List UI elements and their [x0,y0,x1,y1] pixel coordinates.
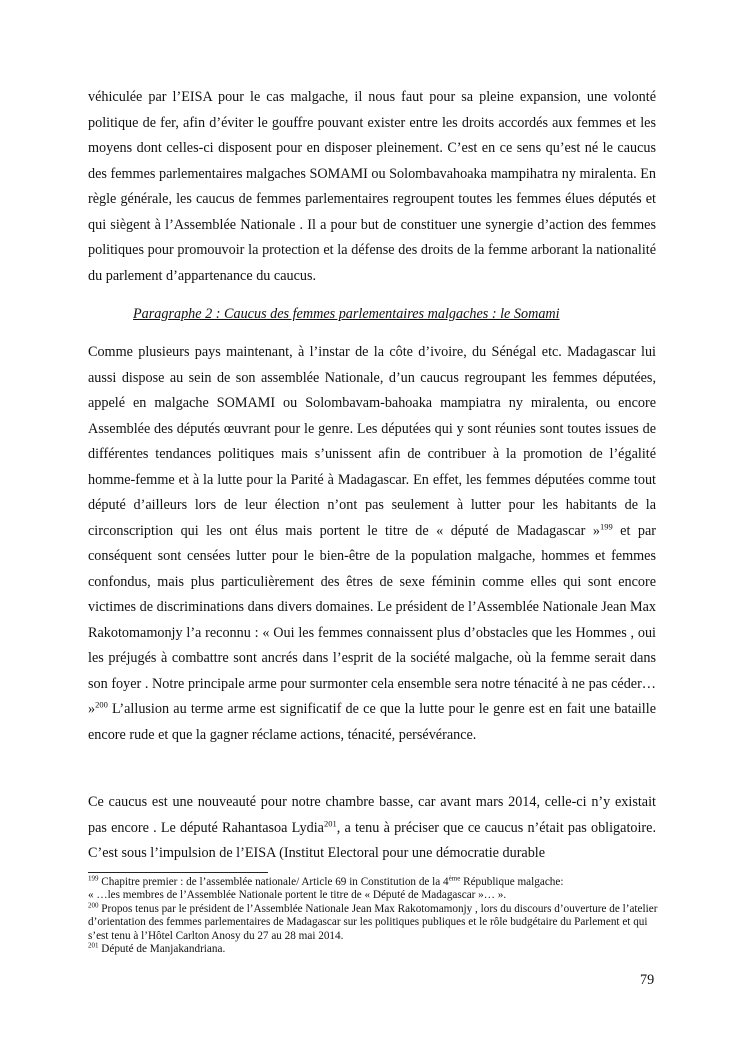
body-paragraph-1: véhiculée par l’EISA pour le cas malgache, il nous faut pour sa pleine expansion, une volonté politique de fer, afin d’éviter le gouffre pouvant exister entre les droits accordés aux femmes et les moyens dont celles-ci disposent pour en disposer pleinement. C’est en ce sens qu’est né le caucus des femmes parlementaires malgaches SOMAMI ou Solombavahoaka mampihatra ny miralenta. En règle générale, les caucus de femmes parlementaires regroupent toutes les femmes élues députés et qui siègent à l’Assemblée Nationale . Il a pour but de constituer une synergie d’action des femmes politiques pour promouvoir la protection et la défense des droits de la femme arborant la nationalité du parlement d’appartenance du caucus. [88,89,656,284]
footnote-201 [88,943,663,956]
footnote-text: République malgache: [460,876,564,888]
footnote-199 [88,876,663,903]
footnote-text: Député de Manjakandriana. [98,943,226,956]
footnotes [88,876,663,956]
footnote-number: 199 [88,874,99,883]
page-number: 79 [640,972,655,988]
footnote-number: 201 [88,941,99,950]
paragraph-2-text-a: Comme plusieurs pays maintenant, à l’instar de la côte d’ivoire, du Sénégal etc. Madagascar lui aussi dispose au sein de son assemblée Nationale, d’un caucus regroupant les femmes députées, appelé en malgache SOMAMI ou Solombavam-bahoaka mampiatra ny miralenta, ou encore Assemblée des députés œuvrant pour le genre. Les députées qui y sont réunies sont toutes issues de différentes tendances politiques mais s’unissent afin de contribuer à la promotion de l’égalité homme-femme et à la lutte pour la Parité à Madagascar. En effet, les femmes députées comme tout député d’ailleurs lors de leur élection n’ont pas seulement à lutter pour les habitants de la circonscription qui les ont élus mais portent le titre de « député de Madagascar » [88,344,656,539]
footnote-200 [88,903,663,943]
paragraph-3-text-b: , a tenu à préciser que ce caucus n’était pas obligatoire. C’est sous l’impulsion de l’EISA (Institut Electoral pour une démocratie durable [88,819,656,861]
footnote-superscript: ème [448,874,461,883]
body-paragraph-2 [88,340,656,748]
section-heading: Paragraphe 2 : Caucus des femmes parlementaires malgaches : le Somami [133,306,560,322]
footnote-number: 200 [88,901,99,910]
footnote-text: Propos tenus par le président de l’Assemblée Nationale Jean Max Rakotomamonjy , lors du discours d’ouverture de l’atelier d’orientation des femmes parlementaires de Madagascar sur les politiques publiques et le rôle budgétaire du Parlement et qui s’est tenu à l’Hôtel Carlton Anosy du 27 au 28 mai 2014. [88,902,658,942]
footnote-ref-200[interactable]: 200 [95,699,108,710]
paragraph-2-text-b: et par conséquent sont censées lutter pour le bien-être de la population malgache, hommes et femmes confondus, mais plus particulièrement des êtres de sexe féminin comme elles qui sont encore victimes de discriminations dans divers domaines. Le président de l’Assemblée Nationale Jean Max Rakotomamonjy l’a reconnu : « Oui les femmes connaissent plus d’obstacles que les Hommes , oui les préjugés à combattre sont ancrés dans l’esprit de la société malgache, où la femme serait dans son foyer . Notre principale arme pour surmonter cela ensemble sera notre ténacité à ne pas céder… » [88,522,656,717]
paragraph-3-text-a: Ce caucus est une nouveauté pour notre chambre basse, car avant mars 2014, celle-ci n’y existait pas encore . Le député Rahantasoa Lydia [88,794,656,836]
footnote-ref-201[interactable]: 201 [323,817,337,828]
footnote-ref-199[interactable]: 199 [599,520,613,531]
footnote-text: Chapitre premier : de l’assemblée nationale/ Article 69 in Constitution de la 4 [98,876,449,888]
footnote-text: « …les membres de l’Assemblée Nationale portent le titre de « Député de Madagascar »… ». [88,889,507,902]
body-paragraph-3 [88,790,656,867]
footnote-separator [88,872,268,873]
paragraph-2-text-c: L’allusion au terme arme est significatif de ce que la lutte pour le genre est en fait une bataille encore rude et que la gagner réclame actions, ténacité, persévérance. [88,701,656,743]
